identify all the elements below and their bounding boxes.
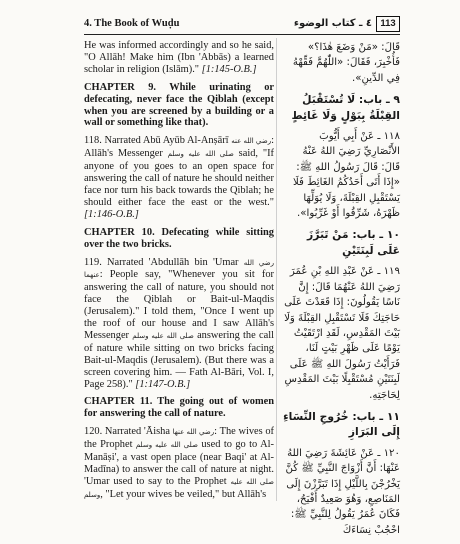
reference: [1:147-O.B.] <box>135 378 191 390</box>
page-header <box>84 18 400 32</box>
arabic-chapter-10: ١٠ ـ باب: مَنْ تَبَرَّزَ عَلَى لَبِنَتَيْنِ <box>307 228 400 257</box>
chapter-10-heading: CHAPTER 10. Defecating while sitting over the two bricks. <box>84 226 274 250</box>
hadith-120: 120. Narrated 'Āisha رضي الله عنها: The wives of the Prophet صلى الله عليه وسلم used to go to Al-Manāṣi', a vast open place (near Baqi' at Al-Madīna) to answer the call of nature at night. 'Umar used to say to the Prophet صلى الله عليه وسلم, "Let your wives be veiled," but Allāh's <box>84 426 274 500</box>
arabic-column <box>282 40 400 544</box>
chapter-11-heading: CHAPTER 11. The going out of women for answering the call of nature. <box>84 396 274 420</box>
book-title-arabic: ٤ ـ كتاب الوضوء <box>293 18 372 29</box>
reference: [1:145-O.B.] <box>201 63 257 75</box>
arabic-hadith-118: ١١٨ ـ عَنْ أَبِي أَيُّوبَ الأَنْصَارِيِّ رَضِيَ اللهُ عَنْهُ قَالَ: قَالَ رَسُولُ اللهِ ﷺ: «إِذَا أَتَى أَحَدُكُمُ الغَائِطَ فَلَا يَسْتَقْبِلِ القِبْلَةَ، وَلَا يُوَلِّهَا ظَهْرَهُ، شَرِّقُوا أَوْ غَرِّبُوا». <box>292 131 400 220</box>
arabic-chapter-11: ١١ ـ باب: خُرُوجِ النِّسَاءِ إِلَى البَرَازِ <box>283 409 400 439</box>
chapter-9-heading: CHAPTER 9. While urinating or defecating, never face the Qiblah (except when you are screened by a building or a wall or something like that). <box>84 81 274 129</box>
arabic-hadith-120: ١٢٠ ـ عَنْ عَائِشَةَ رَضِيَ اللهُ عَنْهَا: أَنَّ أَزْوَاجَ النَّبِيِّ ﷺ كُنَّ يَخْرُجْنَ بِاللَّيْلِ إِذَا تَبَرَّزْنَ إِلَى المَنَاصِعِ، وَهُوَ صَعِيدٌ أَفْيَحُ، فَكَانَ عُمَرُ يَقُولُ لِلنَّبِيِّ ﷺ: احْجُبْ نِسَاءَكَ <box>285 447 400 536</box>
book-title-english: 4. The Book of Wuḍu <box>84 18 180 29</box>
reference: [1:146-O.B.] <box>84 208 139 220</box>
arabic-chapter-9: ٩ ـ باب: لَا تُسْتَقْبَلُ القِبْلَةُ بِبَوْلٍ وَلَا غَائِطٍ <box>291 93 400 122</box>
english-column <box>84 40 274 508</box>
arabic-intro: قَالَ: «مَنْ وَضَعَ هٰذَا؟» فَأُخْبِرَ، فَقَالَ: «اللّٰهُمَّ فَقِّهْهُ فِي الدِّينِ». <box>292 42 400 84</box>
hadith-118: 118. Narrated Abū Ayūb Al-Anṣārī رضي الله عنه: Allāh's Messenger صلى الله عليه وسلم said, "If anyone of you goes to an open space for answering the call of nature he should neither face nor turn his back towards the Qiblah; he should either face the east or the west." [1:146-O.B.] <box>84 135 274 220</box>
hadith-119: 119. Narrated 'Abdullāh bin 'Umar رضي الله عنهما: People say, "Whenever you sit for answering the call of nature, you should not face the Qiblah or Bait-ul-Maqdis (Jerusalem)." I told them, "Once I went up the roof of our house and I saw Allāh's Messenger صلى الله عليه وسلم answering the call of nature while sitting on two bricks facing Bait-ul-Maqdis (Jerusalem). (But there was a screen covering him. — Fath Al-Bāri, Vol. I, Page 258)." [1:147-O.B.] <box>84 256 274 390</box>
arabic-hadith-119: ١١٩ ـ عَنْ عَبْدِ اللهِ بْنِ عُمَرَ رَضِيَ اللهُ عَنْهُمَا قَالَ: إِنَّ نَاسًا يَقُولُونَ: إِذَا قَعَدْتَ عَلَى حَاجَتِكَ فَلَا تَسْتَقْبِلِ القِبْلَةَ وَلَا بَيْتَ المَقْدِسِ، لَقَدِ ارْتَقَيْتُ يَوْمًا عَلَى ظَهْرِ بَيْتٍ لَنَا، فَرَأَيْتُ رَسُولَ اللهِ ﷺ عَلَى لَبِنَتَيْنِ مُسْتَقْبِلًا بَيْتَ المَقْدِسِ لِحَاجَتِهِ. <box>284 266 400 401</box>
page-number: 113 <box>376 16 400 32</box>
intro-paragraph: He was informed accordingly and so he said, "O Allāh! Make him (Ibn 'Abbās) a learned scholar in religion (Islām)." [1:145-O.B.] <box>84 40 274 75</box>
header-rule <box>84 34 400 35</box>
column-divider <box>276 38 277 501</box>
